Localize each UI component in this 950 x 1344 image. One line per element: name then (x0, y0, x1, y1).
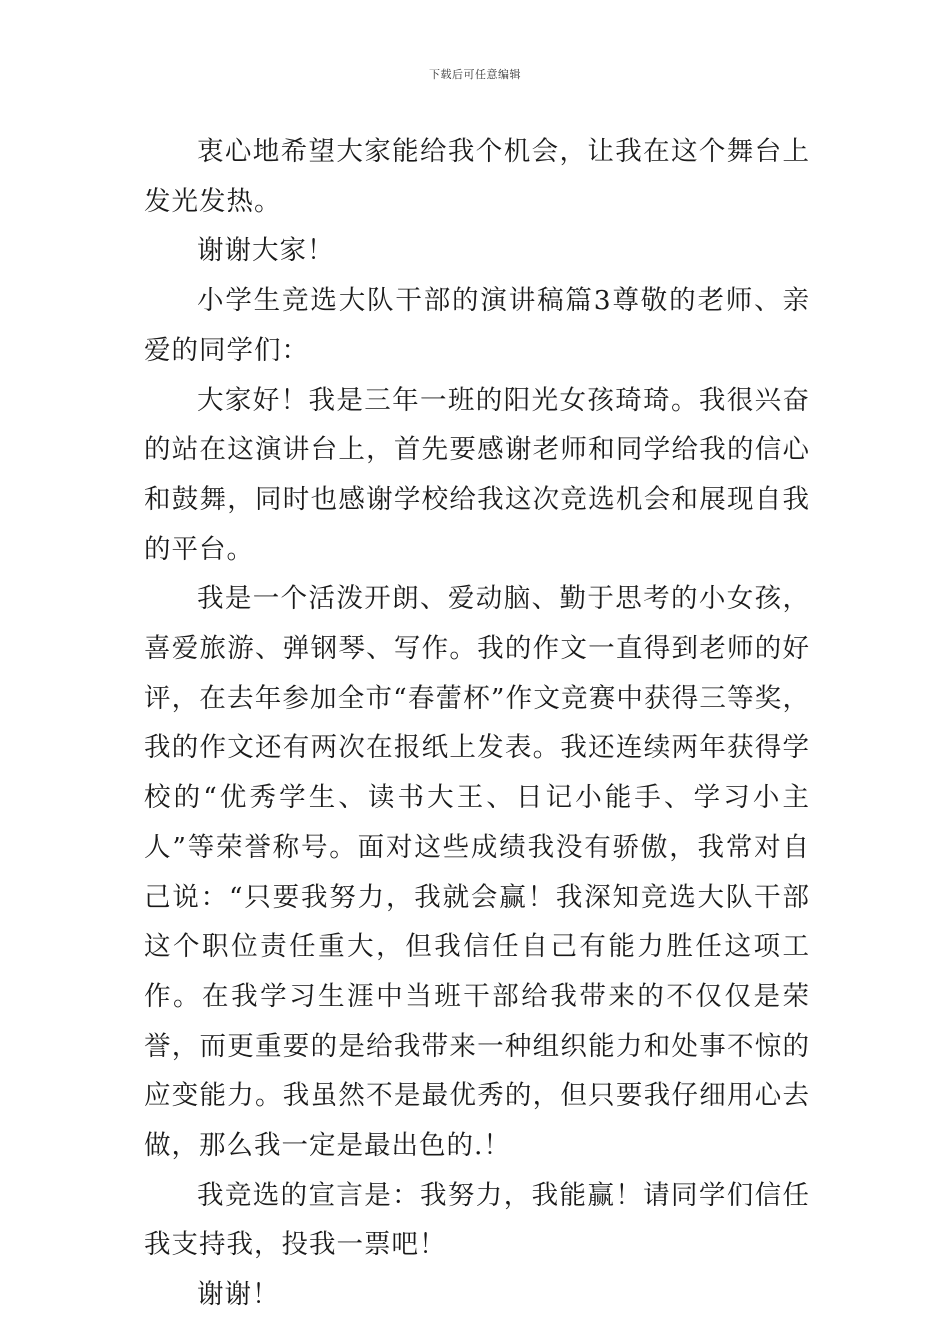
paragraph: 小学生竞选大队干部的演讲稿篇3尊敬的老师、亲爱的同学们： (144, 285, 810, 366)
paragraph: 谢谢！ (197, 1279, 280, 1311)
paragraph: 谢谢大家！ (197, 235, 335, 267)
document-body (144, 127, 810, 1320)
paragraph: 我是一个活泼开朗、爱动脑、勤于思考的小女孩，喜爱旅游、弹钢琴、写作。我的作文一直得到老师的好评，在去年参加全市“春蕾杯”作文竞赛中获得三等奖，我的作文还有两次在报纸上发表。我还连续两年获得学校的“优秀学生、读书大王、日记小能手、学习小主人”等荣誉称号。面对这些成绩我没有骄傲，我常对自己说：“只要我努力，我就会赢！我深知竞选大队干部这个职位责任重大，但我信任自己有能力胜任这项工作。在我学习生涯中当班干部给我带来的不仅仅是荣誉，而更重要的是给我带来一种组织能力和处事不惊的应变能力。我虽然不是最优秀的，但只要我仔细用心去做，那么我一定是最出色的.！ (144, 583, 810, 1162)
page-header: 下载后可任意编辑 (429, 68, 521, 81)
paragraph: 大家好！我是三年一班的阳光女孩琦琦。我很兴奋的站在这演讲台上，首先要感谢老师和同学给我的信心和鼓舞，同时也感谢学校给我这次竞选机会和展现自我的平台。 (144, 384, 810, 565)
paragraph: 我竞选的宣言是：我努力，我能赢！请同学们信任我支持我，投我一票吧！ (144, 1179, 810, 1261)
paragraph: 衷心地希望大家能给我个机会，让我在这个舞台上发光发热。 (144, 136, 810, 217)
